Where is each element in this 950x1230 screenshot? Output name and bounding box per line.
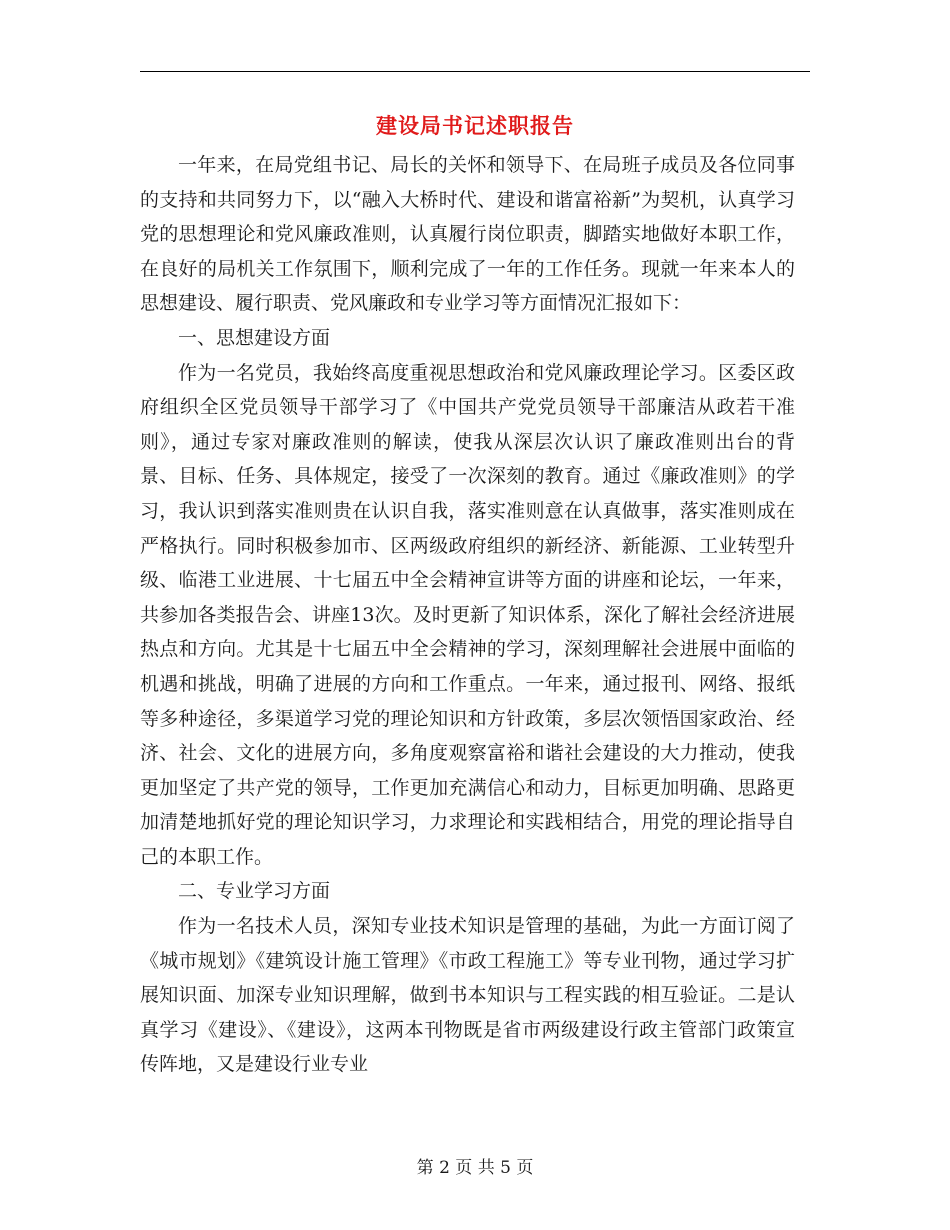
section-heading-ideology: 一、思想建设方面 xyxy=(178,326,331,349)
paragraph-intro: 一年来，在局党组书记、局长的关怀和领导下、在局班子成员及各位同事的支持和共同努力下，以“融入大桥时代、建设和谐富裕新”为契机，认真学习党的思想理论和党风廉政准则，认真履行岗位职责，脚踏实地做好本职工作，在良好的局机关工作氛围下，顺利完成了一年的工作任务。现就一年来本人的思想建设、履行职责、党风廉政和专业学习等方面情况汇报如下： xyxy=(140,154,795,315)
document-title: 建设局书记述职报告 xyxy=(376,113,574,138)
page-number: 第 2 页 共 5 页 xyxy=(416,1158,534,1178)
document-body xyxy=(140,148,795,1082)
paragraph-professional: 作为一名技术人员，深知专业技术知识是管理的基础，为此一方面订阅了《城市规划》《建筑设计施工管理》《市政工程施工》等专业刊物，通过学习扩展知识面、加深专业知识理解，做到书本知识与工程实践的相互验证。二是认真学习《建设》、《建设》，这两本刊物既是省市两级建设行政主管部门政策宣传阵地，又是建设行业专业 xyxy=(140,915,795,1076)
section-heading-professional: 二、专业学习方面 xyxy=(178,880,331,903)
header-rule xyxy=(140,71,810,72)
paragraph-ideology: 作为一名党员，我始终高度重视思想政治和党风廉政理论学习。区委区政府组织全区党员领导干部学习了《中国共产党党员领导干部廉洁从政若干准则》，通过专家对廉政准则的解读，使我从深层次认识了廉政准则出台的背景、目标、任务、具体规定，接受了一次深刻的教育。通过《廉政准则》的学习，我认识到落实准则贵在认识自我，落实准则意在认真做事，落实准则成在严格执行。同时积极参加市、区两级政府组织的新经济、新能源、工业转型升级、临港工业进展、十七届五中全会精神宣讲等方面的讲座和论坛，一年来，共参加各类报告会、讲座13次。及时更新了知识体系，深化了解社会经济进展热点和方向。尤其是十七届五中全会精神的学习，深刻理解社会进展中面临的机遇和挑战，明确了进展的方向和工作重点。一年来，通过报刊、网络、报纸等多种途径，多渠道学习党的理论知识和方针政策，多层次领悟国家政治、经济、社会、文化的进展方向，多角度观察富裕和谐社会建设的大力推动，使我更加坚定了共产党的领导，工作更加充满信心和动力，目标更加明确、思路更加清楚地抓好党的理论知识学习，力求理论和实践相结合，用党的理论指导自己的本职工作。 xyxy=(140,361,795,868)
